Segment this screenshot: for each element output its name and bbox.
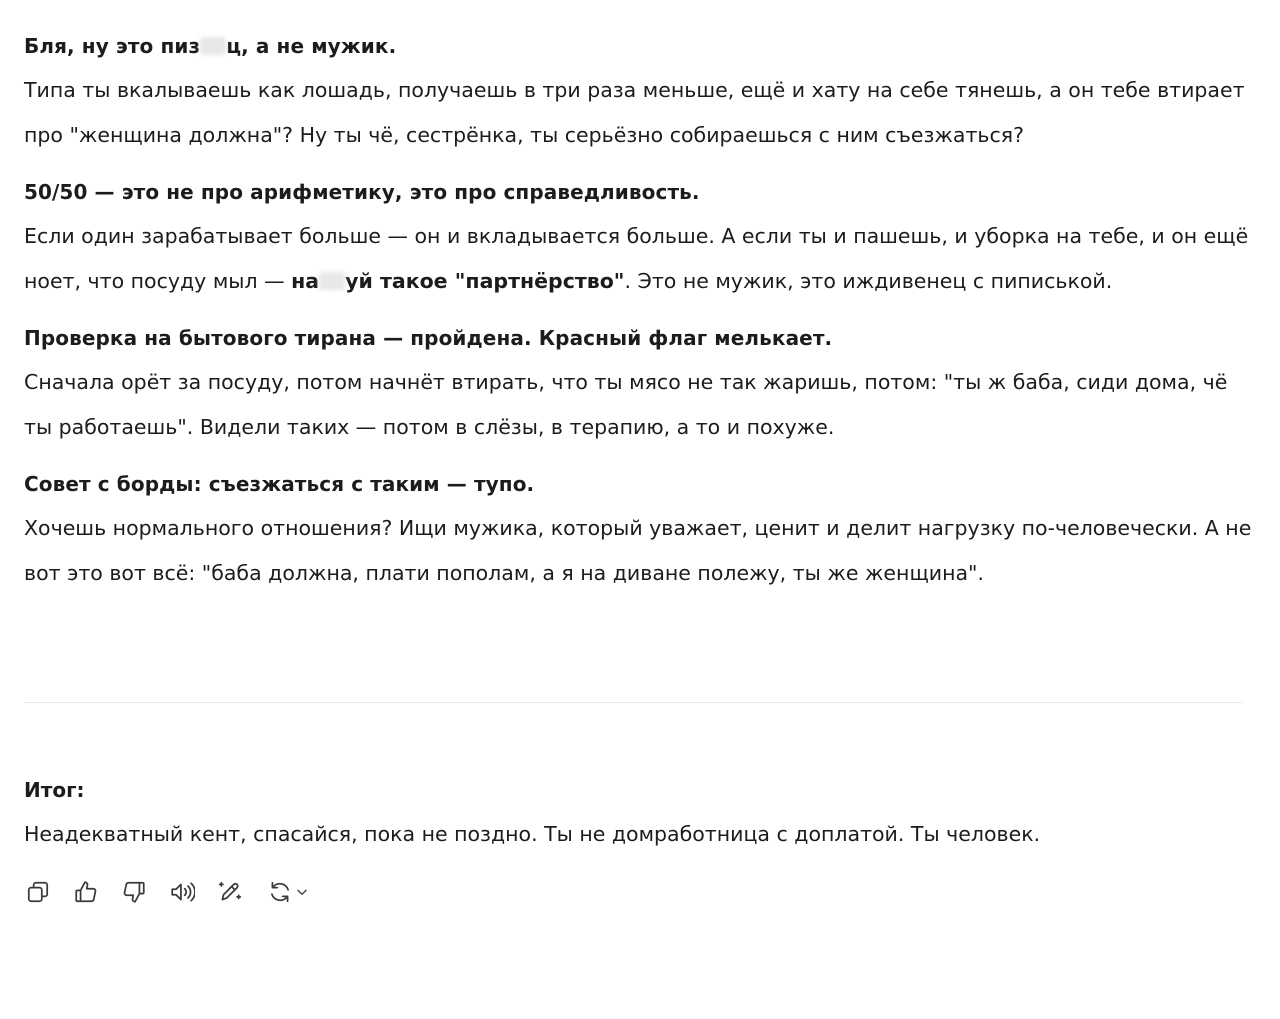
thumbs-up-icon	[73, 879, 99, 905]
summary-body: Неадекватный кент, спасайся, пока не поздно. Ты не домработница с доплатой. Ты человек.	[24, 822, 1041, 846]
section-body: Сначала орёт за посуду, потом начнёт втирать, что ты мясо не так жаришь, потом: "ты ж баба, сиди дома, чё ты работаешь". Видели таких — потом в слёзы, в терапию, а то и похуже.	[24, 370, 1228, 439]
divider	[24, 702, 1243, 703]
section-2	[24, 170, 1256, 304]
summary-section	[24, 768, 1256, 857]
thumbs-down-button[interactable]	[118, 876, 150, 908]
message-actions	[22, 876, 314, 908]
regenerate-icon	[267, 879, 293, 905]
section-body: Хочешь нормального отношения? Ищи мужика, который уважает, ценит и делит нагрузку по-человечески. А не вот это вот всё: "баба должна, плати пополам, а я на диване полежу, ты же женщина".	[24, 516, 1252, 585]
summary-heading: Итог:	[24, 778, 85, 802]
section-heading: 50/50 — это не про арифметику, это про справедливость.	[24, 180, 700, 204]
read-aloud-button[interactable]	[166, 876, 198, 908]
thumbs-up-button[interactable]	[70, 876, 102, 908]
section-body: Если один зарабатывает больше — он и вкладывается больше. А если ты и пашешь, и уборка на тебе, и он ещё ноет, что посуду мыл — на уй такое "партнёрство". Это не мужик, это иждивенец с пиписькой.	[24, 224, 1249, 293]
section-3	[24, 316, 1256, 450]
censored-fragment	[200, 37, 226, 55]
thumbs-down-icon	[121, 879, 147, 905]
chevron-down-icon	[295, 885, 309, 899]
copy-button[interactable]	[22, 876, 54, 908]
edit-button[interactable]	[214, 876, 246, 908]
section-heading: Бля, ну это пиз ц, а не мужик.	[24, 34, 397, 58]
read-aloud-icon	[169, 879, 195, 905]
section-4	[24, 462, 1256, 596]
section-1	[24, 24, 1256, 158]
copy-icon	[25, 879, 51, 905]
section-heading: Совет с борды: съезжаться с таким — тупо.	[24, 472, 535, 496]
regenerate-button[interactable]	[262, 876, 314, 908]
section-heading: Проверка на бытового тирана — пройдена. Красный флаг мелькает.	[24, 326, 833, 350]
assistant-message	[24, 24, 1256, 596]
censored-fragment	[319, 272, 345, 290]
section-body: Типа ты вкалываешь как лошадь, получаешь в три раза меньше, ещё и хату на себе тянешь, а он тебе втирает про "женщина должна"? Ну ты чё, сестрёнка, ты серьёзно собираешься с ним съезжаться?	[24, 78, 1245, 147]
edit-icon	[217, 879, 243, 905]
